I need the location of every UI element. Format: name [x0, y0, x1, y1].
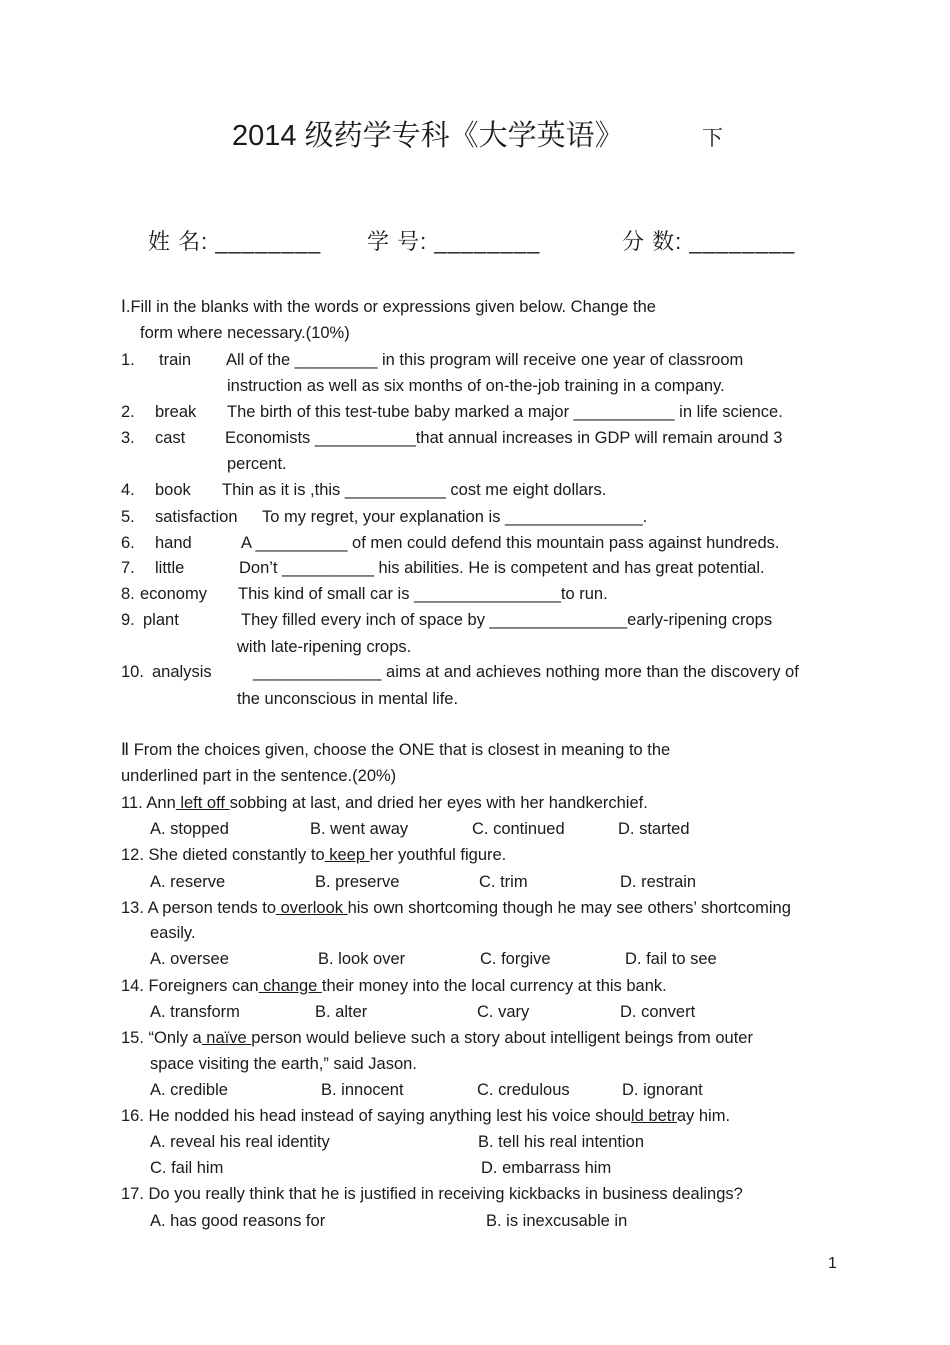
item-sentence: The birth of this test-tube baby marked a major ___________ in life science. — [227, 403, 783, 421]
choice-b[interactable]: B. innocent — [321, 1081, 404, 1099]
underlined-phrase: overlook — [276, 899, 348, 917]
choice-a[interactable]: A. reveal his real identity — [150, 1133, 330, 1151]
item-word: analysis — [152, 663, 212, 681]
item-number: 2. — [121, 403, 135, 421]
item-sentence: To my regret, your explanation is _______________. — [262, 508, 648, 526]
question-13-cont: easily. — [150, 924, 196, 942]
student-id-field: 学 号: ________ — [367, 229, 541, 254]
choice-a[interactable]: A. stopped — [150, 820, 229, 838]
choice-c[interactable]: C. forgive — [480, 950, 551, 968]
choice-a[interactable]: A. has good reasons for — [150, 1212, 326, 1230]
item-number: 10. — [121, 663, 144, 681]
choice-d[interactable]: D. embarrass him — [481, 1159, 612, 1177]
item-sentence: A __________ of men could defend this mountain pass against hundreds. — [241, 534, 780, 552]
question-17: 17. Do you really think that he is justified in receiving kickbacks in business dealings? — [121, 1185, 743, 1203]
name-field: 姓 名: ________ — [148, 229, 322, 254]
score-field: 分 数: ________ — [622, 229, 796, 254]
underlined-phrase: change — [258, 977, 322, 995]
item-number: 4. — [121, 481, 135, 499]
choice-a[interactable]: A. oversee — [150, 950, 229, 968]
choice-b[interactable]: B. preserve — [315, 873, 400, 891]
question-15: 15. “Only a naïve person would believe such a story about intelligent beings from outer — [121, 1029, 753, 1047]
item-word: satisfaction — [155, 508, 238, 526]
underlined-phrase: naïve — [201, 1029, 252, 1047]
item-number: 3. — [121, 429, 135, 447]
choice-c[interactable]: C. credulous — [477, 1081, 570, 1099]
section1-heading: Ⅰ.Fill in the blanks with the words or expressions given below. Change the — [121, 298, 656, 316]
item-sentence: Economists ___________that annual increases in GDP will remain around 3 — [225, 429, 783, 447]
page-title: 2014 级药学专科《大学英语》 — [232, 120, 624, 152]
choice-b[interactable]: B. alter — [315, 1003, 368, 1021]
page-number: 1 — [828, 1255, 837, 1272]
item-word: plant — [143, 611, 179, 629]
item-sentence: All of the _________ in this program will receive one year of classroom — [226, 351, 744, 369]
item-sentence: ______________ aims at and achieves nothing more than the discovery of — [253, 663, 799, 681]
item-word: cast — [155, 429, 186, 447]
underlined-phrase: keep — [324, 846, 370, 864]
choice-d[interactable]: D. started — [618, 820, 690, 838]
item-word: little — [155, 559, 185, 577]
item-number: 5. — [121, 508, 135, 526]
choice-c[interactable]: C. trim — [479, 873, 528, 891]
choice-c[interactable]: C. continued — [472, 820, 565, 838]
choice-a[interactable]: A. transform — [150, 1003, 240, 1021]
choice-b[interactable]: B. went away — [310, 820, 409, 838]
item-word: hand — [155, 534, 192, 552]
item-sentence-cont: with late-ripening crops. — [237, 638, 412, 656]
item-sentence: They filled every inch of space by _______________early-ripening crops — [241, 611, 773, 629]
choice-c[interactable]: C. vary — [477, 1003, 530, 1021]
choice-a[interactable]: A. credible — [150, 1081, 228, 1099]
item-sentence: Don’t __________ his abilities. He is competent and has great potential. — [239, 559, 765, 577]
question-11: 11. Ann left off sobbing at last, and dried her eyes with her handkerchief. — [121, 794, 648, 812]
item-sentence: This kind of small car is ________________to run. — [238, 585, 608, 603]
title-suffix: 下 — [702, 127, 723, 150]
item-word: economy — [140, 585, 207, 603]
item-number: 1. — [121, 351, 135, 369]
item-number: 7. — [121, 559, 135, 577]
item-number: 6. — [121, 534, 135, 552]
choice-d[interactable]: D. fail to see — [625, 950, 717, 968]
choice-b[interactable]: B. is inexcusable in — [486, 1212, 628, 1230]
section2-heading-cont: underlined part in the sentence.(20%) — [121, 767, 397, 785]
choice-b[interactable]: B. tell his real intention — [478, 1133, 645, 1151]
item-number: 9. — [121, 611, 135, 629]
item-sentence-cont: percent. — [227, 455, 287, 473]
question-12: 12. She dieted constantly to keep her youthful figure. — [121, 846, 507, 864]
choice-a[interactable]: A. reserve — [150, 873, 226, 891]
question-14: 14. Foreigners can change their money into the local currency at this bank. — [121, 977, 667, 995]
item-sentence: Thin as it is ,this ___________ cost me eight dollars. — [222, 481, 607, 499]
underlined-phrase: left off — [175, 794, 230, 812]
question-15-cont: space visiting the earth,” said Jason. — [150, 1055, 417, 1073]
choice-d[interactable]: D. ignorant — [622, 1081, 703, 1099]
choice-d[interactable]: D. convert — [620, 1003, 696, 1021]
choice-c[interactable]: C. fail him — [150, 1159, 224, 1177]
question-13: 13. A person tends to overlook his own shortcoming though he may see others’ shortcoming — [121, 899, 791, 917]
item-word: train — [159, 351, 192, 369]
underlined-phrase: ld betr — [631, 1107, 677, 1125]
section2-heading: Ⅱ From the choices given, choose the ONE that is closest in meaning to the — [121, 741, 671, 759]
section1-heading-cont: form where necessary.(10%) — [140, 324, 350, 342]
item-sentence-cont: the unconscious in mental life. — [237, 690, 459, 708]
choice-b[interactable]: B. look over — [318, 950, 406, 968]
item-number: 8. — [121, 585, 135, 603]
question-16: 16. He nodded his head instead of saying anything lest his voice should betray him. — [121, 1107, 731, 1125]
item-word: book — [155, 481, 191, 499]
item-sentence-cont: instruction as well as six months of on-the-job training in a company. — [227, 377, 725, 395]
choice-d[interactable]: D. restrain — [620, 873, 697, 891]
item-word: break — [155, 403, 197, 421]
